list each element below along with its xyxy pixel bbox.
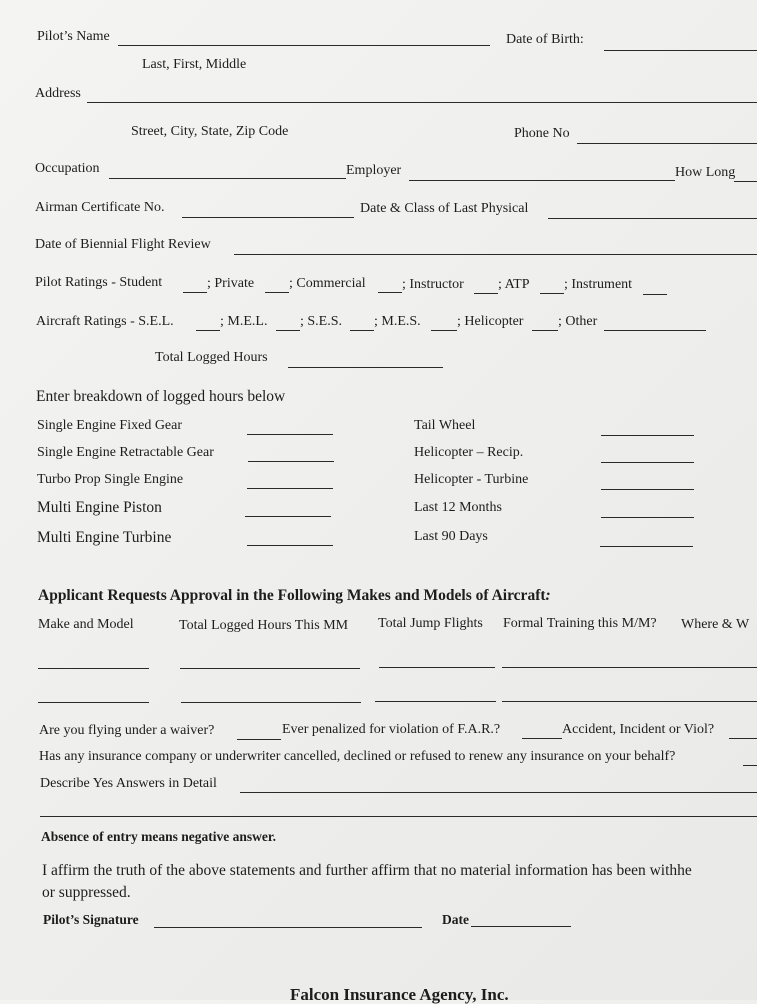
breakdown-left-4: Multi Engine Turbine bbox=[37, 529, 172, 546]
pilot-name-field[interactable] bbox=[118, 45, 490, 46]
pilot-name-label: Pilot’s Name bbox=[37, 29, 110, 44]
approval-row2-jump[interactable] bbox=[375, 701, 496, 702]
airman-cert-label: Airman Certificate No. bbox=[35, 200, 165, 215]
col-formal-training: Formal Training this M/M? bbox=[503, 616, 657, 631]
last-physical-field[interactable] bbox=[548, 218, 757, 219]
breakdown-left-0: Single Engine Fixed Gear bbox=[37, 418, 183, 433]
breakdown-right-2: Helicopter - Turbine bbox=[414, 472, 529, 487]
private-field[interactable] bbox=[265, 292, 289, 293]
address-label: Address bbox=[35, 86, 81, 101]
aircraft-rating-helicopter: ; Helicopter bbox=[457, 314, 524, 329]
breakdown-left-2-field[interactable] bbox=[247, 488, 333, 489]
breakdown-left-4-field[interactable] bbox=[247, 545, 333, 546]
approval-row2-training[interactable] bbox=[502, 701, 757, 702]
approval-row1-hours[interactable] bbox=[180, 668, 360, 669]
how-long-field[interactable] bbox=[734, 181, 757, 182]
other-field[interactable] bbox=[604, 330, 706, 331]
describe-label: Describe Yes Answers in Detail bbox=[40, 776, 217, 791]
breakdown-right-4-field[interactable] bbox=[600, 546, 693, 547]
occupation-field[interactable] bbox=[109, 178, 346, 179]
signature-label: Pilot’s Signature bbox=[43, 912, 139, 927]
name-hint: Last, First, Middle bbox=[142, 57, 247, 72]
employer-field[interactable] bbox=[409, 180, 675, 181]
total-logged-label: Total Logged Hours bbox=[155, 350, 268, 365]
describe-field-line1[interactable] bbox=[240, 792, 757, 793]
pilot-rating-private: ; Private bbox=[207, 276, 255, 291]
address-field[interactable] bbox=[87, 102, 757, 103]
col-where-when: Where & W bbox=[681, 617, 750, 632]
commercial-field[interactable] bbox=[378, 292, 402, 293]
col-total-logged-mm: Total Logged Hours This MM bbox=[179, 618, 349, 633]
pilot-rating-atp: ; ATP bbox=[498, 277, 530, 292]
accident-answer[interactable] bbox=[729, 738, 757, 739]
accident-question: Accident, Incident or Viol? bbox=[562, 722, 715, 737]
penalized-question: Ever penalized for violation of F.A.R.? bbox=[282, 722, 501, 737]
helicopter-field[interactable] bbox=[532, 330, 558, 331]
aircraft-ratings-label: Aircraft Ratings - S.E.L. bbox=[36, 314, 174, 329]
pilot-ratings-label: Pilot Ratings - Student bbox=[35, 275, 163, 290]
breakdown-right-0-field[interactable] bbox=[601, 435, 694, 436]
biennial-label: Date of Biennial Flight Review bbox=[35, 237, 211, 252]
signature-date-field[interactable] bbox=[471, 926, 571, 927]
approval-row1-training[interactable] bbox=[502, 667, 757, 668]
breakdown-right-1-field[interactable] bbox=[601, 462, 694, 463]
waiver-question: Are you flying under a waiver? bbox=[39, 723, 215, 738]
describe-field-line2[interactable] bbox=[40, 816, 757, 817]
insurance-answer[interactable] bbox=[743, 765, 757, 766]
pilot-rating-instrument: ; Instrument bbox=[564, 277, 633, 292]
dob-field[interactable] bbox=[604, 50, 757, 51]
breakdown-left-3: Multi Engine Piston bbox=[37, 499, 162, 516]
biennial-field[interactable] bbox=[234, 254, 757, 255]
breakdown-heading: Enter breakdown of logged hours below bbox=[36, 388, 286, 405]
approval-row1-jump[interactable] bbox=[379, 667, 495, 668]
breakdown-left-1: Single Engine Retractable Gear bbox=[37, 445, 214, 460]
aircraft-rating-mel: ; M.E.L. bbox=[220, 314, 268, 329]
airman-cert-field[interactable] bbox=[182, 217, 354, 218]
col-total-jump: Total Jump Flights bbox=[378, 616, 483, 631]
penalized-answer[interactable] bbox=[522, 738, 562, 739]
breakdown-right-1: Helicopter – Recip. bbox=[414, 445, 524, 460]
aircraft-rating-other: ; Other bbox=[558, 314, 598, 329]
pilot-rating-instructor: ; Instructor bbox=[402, 277, 464, 292]
phone-field[interactable] bbox=[577, 143, 757, 144]
signature-field[interactable] bbox=[154, 927, 422, 928]
signature-date-label: Date bbox=[442, 912, 469, 927]
breakdown-right-3-field[interactable] bbox=[601, 517, 694, 518]
aircraft-rating-mes: ; M.E.S. bbox=[374, 314, 421, 329]
approval-row2-make[interactable] bbox=[38, 702, 149, 703]
mes-field[interactable] bbox=[431, 330, 457, 331]
ses-field[interactable] bbox=[350, 330, 374, 331]
breakdown-left-0-field[interactable] bbox=[247, 434, 333, 435]
student-field[interactable] bbox=[183, 292, 207, 293]
breakdown-left-1-field[interactable] bbox=[248, 461, 334, 462]
breakdown-left-2: Turbo Prop Single Engine bbox=[37, 472, 184, 487]
instructor-field[interactable] bbox=[474, 293, 498, 294]
phone-label: Phone No bbox=[514, 126, 570, 141]
footer-company: Falcon Insurance Agency, Inc. bbox=[290, 985, 509, 1004]
sel-field[interactable] bbox=[196, 330, 220, 331]
total-logged-field[interactable] bbox=[288, 367, 443, 368]
insurance-question: Has any insurance company or underwriter cancelled, declined or refused to renew any insurance on your behalf? bbox=[39, 749, 676, 764]
instrument-field[interactable] bbox=[643, 294, 667, 295]
breakdown-right-0: Tail Wheel bbox=[414, 418, 476, 433]
affirm-line1: I affirm the truth of the above statements and further affirm that no material information has been withhe bbox=[42, 862, 692, 879]
col-make-model: Make and Model bbox=[38, 617, 134, 632]
last-physical-label: Date & Class of Last Physical bbox=[360, 201, 529, 216]
approval-row2-hours[interactable] bbox=[181, 702, 361, 703]
dob-label: Date of Birth: bbox=[506, 32, 584, 47]
address-hint: Street, City, State, Zip Code bbox=[131, 124, 289, 139]
approval-heading: Applicant Requests Approval in the Following Makes and Models of Aircraft: bbox=[38, 587, 551, 604]
how-long-label: How Long bbox=[675, 165, 736, 180]
waiver-answer[interactable] bbox=[237, 739, 281, 740]
employer-label: Employer bbox=[346, 163, 402, 178]
breakdown-right-4: Last 90 Days bbox=[414, 529, 488, 544]
approval-row1-make[interactable] bbox=[38, 668, 149, 669]
breakdown-right-2-field[interactable] bbox=[601, 489, 694, 490]
absence-note: Absence of entry means negative answer. bbox=[41, 829, 276, 844]
occupation-label: Occupation bbox=[35, 161, 100, 176]
breakdown-right-3: Last 12 Months bbox=[414, 500, 502, 515]
atp-field[interactable] bbox=[540, 293, 564, 294]
aircraft-rating-ses: ; S.E.S. bbox=[300, 314, 343, 329]
affirm-line2: or suppressed. bbox=[42, 884, 131, 901]
breakdown-left-3-field[interactable] bbox=[245, 516, 331, 517]
mel-field[interactable] bbox=[276, 330, 300, 331]
pilot-rating-commercial: ; Commercial bbox=[289, 276, 366, 291]
